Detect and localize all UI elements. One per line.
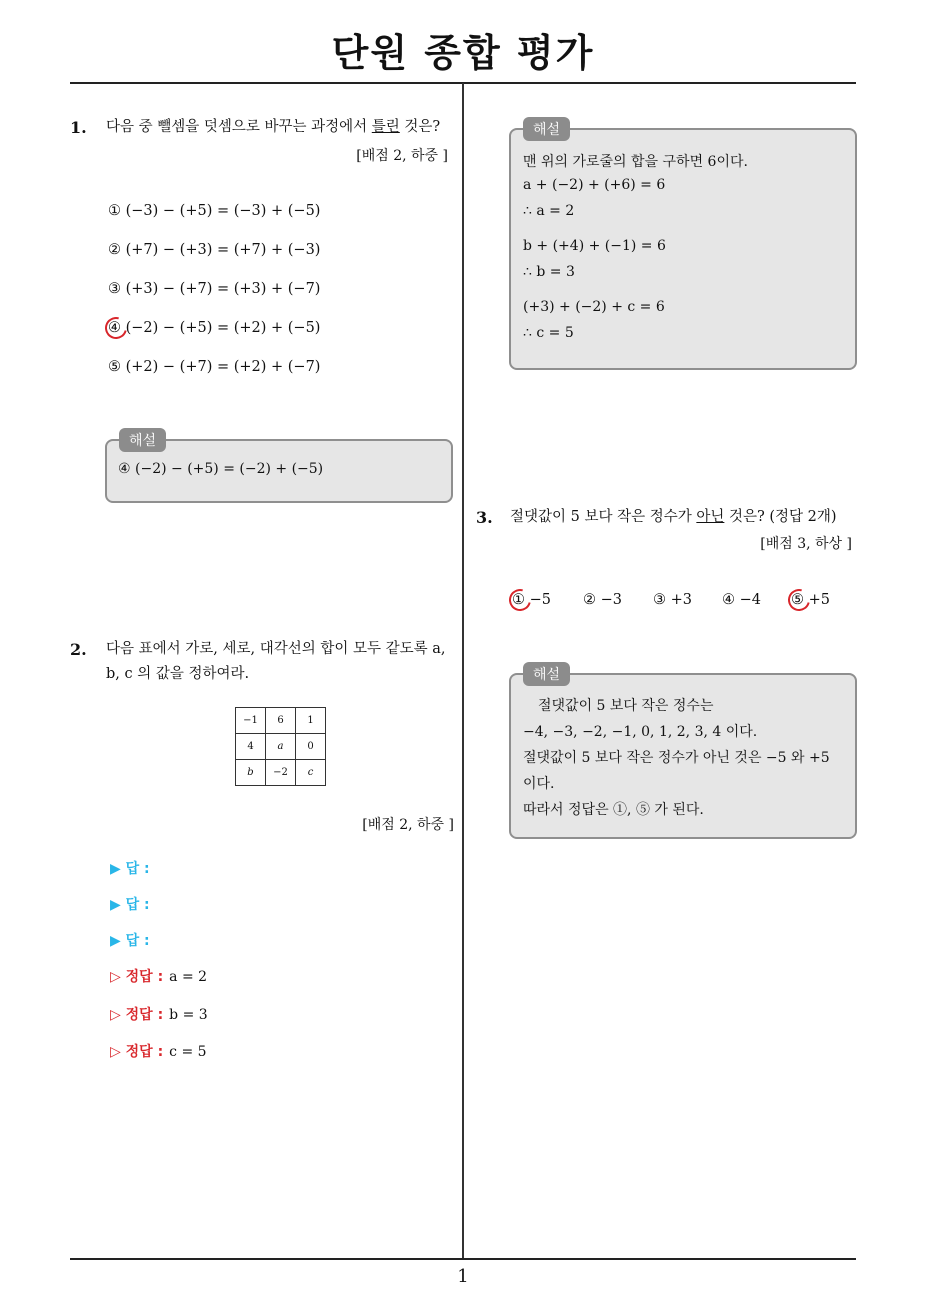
q2-explanation-line: ∴ a = 2 (523, 203, 575, 219)
q2-text-line1: 다음 표에서 가로, 세로, 대각선의 합이 모두 같도록 a, (106, 641, 446, 657)
q3-option-3[interactable]: ③ +3 (653, 592, 692, 608)
cell: −2 (266, 760, 296, 786)
column-divider (462, 83, 464, 1258)
page-number: 1 (457, 1266, 469, 1287)
q3-explanation-line: 절댓값이 5 보다 작은 정수는 (538, 698, 714, 714)
q1-option-5[interactable]: ⑤ (+2) − (+7) = (+2) + (−7) (108, 359, 321, 375)
q1-explanation-tag: 해설 (119, 428, 166, 452)
q3-explanation-tag: 해설 (523, 662, 570, 686)
correct-answer-1: ▷ 정답 : a = 2 (110, 969, 208, 985)
q2-explanation-tag: 해설 (523, 117, 570, 141)
q2-magic-square (235, 707, 326, 786)
q1-answer-mark-icon (101, 313, 131, 343)
q1-option-4[interactable]: ④ (−2) − (+5) = (+2) + (−5) (108, 320, 321, 336)
q3-explanation-line: 따라서 정답은 ①, ⑤ 가 된다. (523, 802, 704, 818)
bottom-divider (70, 1258, 856, 1260)
q3-underlined: 아닌 (696, 509, 725, 525)
answer-input-1[interactable]: ▶ 답 : (110, 861, 150, 877)
cell: 0 (296, 734, 326, 760)
answer-input-2[interactable]: ▶ 답 : (110, 897, 150, 913)
cell: b (236, 760, 266, 786)
q1-option-2[interactable]: ② (+7) − (+3) = (+7) + (−3) (108, 242, 321, 258)
q3-option-2[interactable]: ② −3 (583, 592, 622, 608)
q1-text: 다음 중 뺄셈을 덧셈으로 바꾸는 과정에서 틀린 것은? (106, 119, 441, 135)
q2-text-line2: b, c 의 값을 정하여라. (106, 666, 250, 682)
q3-text: 절댓값이 5 보다 작은 정수가 아닌 것은? (정답 2개) (510, 509, 837, 525)
q2-explanation-line: ∴ b = 3 (523, 264, 575, 280)
q3-answer-mark-icon (784, 585, 814, 615)
q2-explanation-line: a + (−2) + (+6) = 6 (523, 177, 666, 193)
q2-points: [배점 2, 하중 ] (362, 817, 454, 833)
q3-option-1[interactable]: ① −5 (512, 592, 551, 608)
q3-explanation-line: 이다. (523, 776, 555, 792)
cell: 1 (296, 708, 326, 734)
correct-answer-2: ▷ 정답 : b = 3 (110, 1007, 208, 1023)
q3-points: [배점 3, 하상 ] (760, 536, 852, 552)
cell: −1 (236, 708, 266, 734)
cell: a (266, 734, 296, 760)
q2-explanation-line: (+3) + (−2) + c = 6 (523, 299, 665, 315)
q3-number: 3. (476, 508, 493, 527)
q2-explanation-line: b + (+4) + (−1) = 6 (523, 238, 666, 254)
answer-input-3[interactable]: ▶ 답 : (110, 933, 150, 949)
q2-explanation-line: 맨 위의 가로줄의 합을 구하면 6이다. (523, 154, 748, 170)
q1-option-3[interactable]: ③ (+3) − (+7) = (+3) + (−7) (108, 281, 321, 297)
cell: 6 (266, 708, 296, 734)
q3-option-4[interactable]: ④ −4 (722, 592, 761, 608)
q1-number: 1. (70, 118, 87, 137)
q2-number: 2. (70, 640, 87, 659)
q3-explanation-line: 절댓값이 5 보다 작은 정수가 아닌 것은 −5 와 +5 (523, 750, 830, 766)
page-title: 단원 종합 평가 (331, 31, 595, 75)
q1-points: [배점 2, 하중 ] (356, 148, 448, 164)
q3-option-5[interactable]: ⑤ +5 (791, 592, 830, 608)
cell: 4 (236, 734, 266, 760)
correct-answer-3: ▷ 정답 : c = 5 (110, 1044, 207, 1060)
q1-option-1[interactable]: ① (−3) − (+5) = (−3) + (−5) (108, 203, 321, 219)
cell: c (296, 760, 326, 786)
q2-explanation-line: ∴ c = 5 (523, 325, 574, 341)
q1-explanation-text: ④ (−2) − (+5) = (−2) + (−5) (118, 461, 324, 477)
q1-underlined: 틀린 (371, 119, 400, 135)
q3-explanation-line: −4, −3, −2, −1, 0, 1, 2, 3, 4 이다. (523, 724, 758, 740)
q3-answer-mark-icon (505, 585, 535, 615)
